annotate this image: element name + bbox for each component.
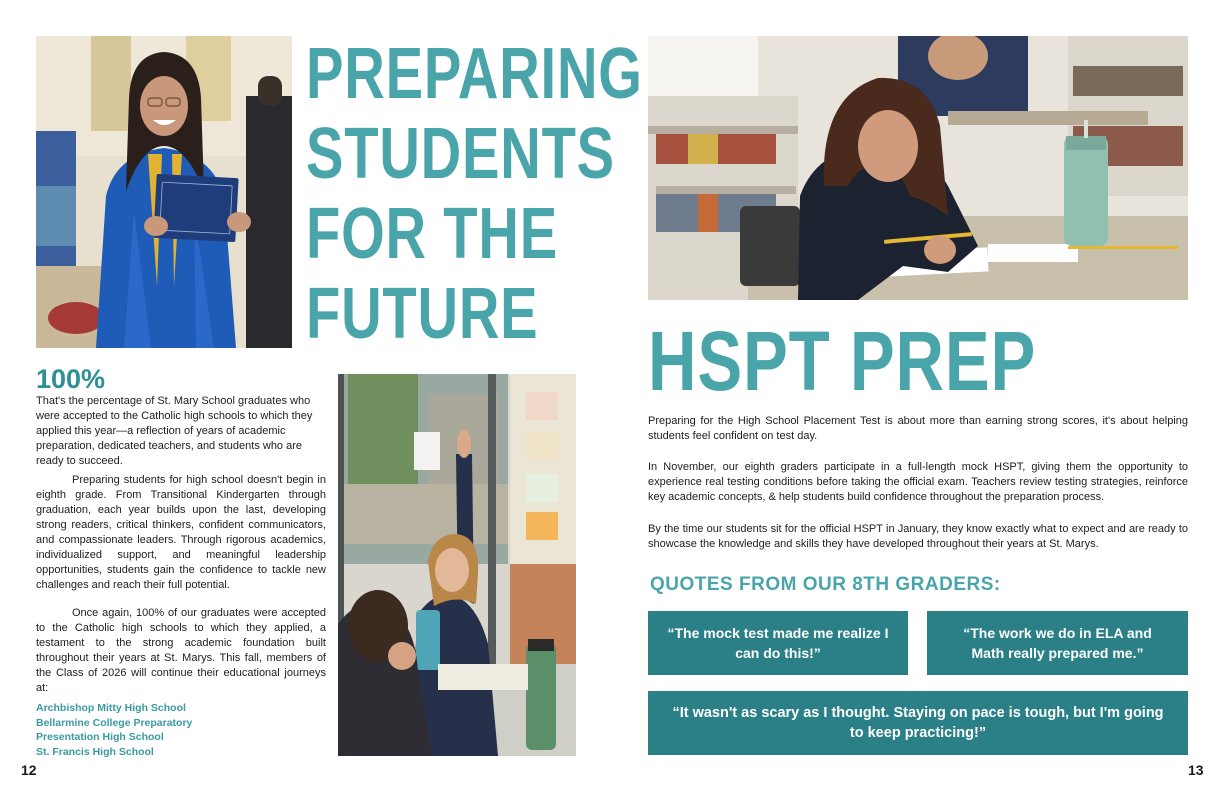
headline-line: FOR THE [306,194,558,274]
quote-box [648,611,908,675]
graduate-photo [36,36,292,348]
quotes-heading: QUOTES FROM OUR 8TH GRADERS: [650,574,1001,595]
school-list [36,701,192,759]
classroom-photo [338,374,576,756]
page-number: 12 [21,762,37,778]
quote-box [927,611,1188,675]
stat-value: 100% [36,364,106,394]
school-item: Presentation High School [36,731,164,743]
headline-line: STUDENTS [306,114,615,194]
quote-text: “It wasn't as scary as I thought. Staying on pace is tough, but I'm going to keep practicing!” [672,705,1164,741]
intro-paragraph: That's the percentage of St. Mary School graduates who were accepted to the Catholic high schools to which they applied this year—a reflection of years of academic preparation, dedicated teachers, and students who are ready to succeed. [36,395,313,467]
testing-photo [648,36,1188,300]
right-headline: HSPT PREP [648,314,1037,408]
quote-text: “The mock test made me realize I can do this!” [667,625,889,661]
quote-box [648,691,1188,755]
body-paragraph: By the time our students sit for the official HSPT in January, they know exactly what to expect and are ready to showcase the knowledge and skills they have developed throughout their years at St. Marys. [648,523,1188,550]
school-item: Bellarmine College Preparatory [36,716,193,729]
headline-line: FUTURE [306,274,539,354]
school-item: St. Francis High School [36,745,154,758]
quote-text: “The work we do in ELA and Math really prepared me.” [963,625,1152,661]
body-paragraph: In November, our eighth graders participate in a full-length mock HSPT, giving them the opportunity to experience real testing conditions before taking the official exam. Teachers review testing strategies, reinforce key academic concepts, & help students build confidence throughout the preparation process. [648,461,1188,503]
body-paragraph: Once again, 100% of our graduates were accepted to the Catholic high schools to which they applied, a testament to the strong academic foundation built throughout their years at St. Marys. This fall, members of the Class of 2026 will continue their educational journeys at: [36,607,326,694]
body-paragraph: Preparing for the High School Placement Test is about more than earning strong scores, it's about helping students feel confident on test day. [648,415,1188,442]
headline-line: PREPARING [306,34,643,114]
body-paragraph: Preparing students for high school doesn't begin in eighth grade. From Transitional Kindergarten through graduation, each year builds upon the last, developing strong readers, critical thinkers, confident communicators, and compassionate leaders. Through rigorous academics, individualized support, and meaningful leadership opportunities, students gain the confidence to tackle new challenges and reach their full potential. [36,474,326,591]
page-number: 13 [1188,762,1204,778]
left-headline [306,34,643,354]
school-item: Archbishop Mitty High School [36,702,186,714]
